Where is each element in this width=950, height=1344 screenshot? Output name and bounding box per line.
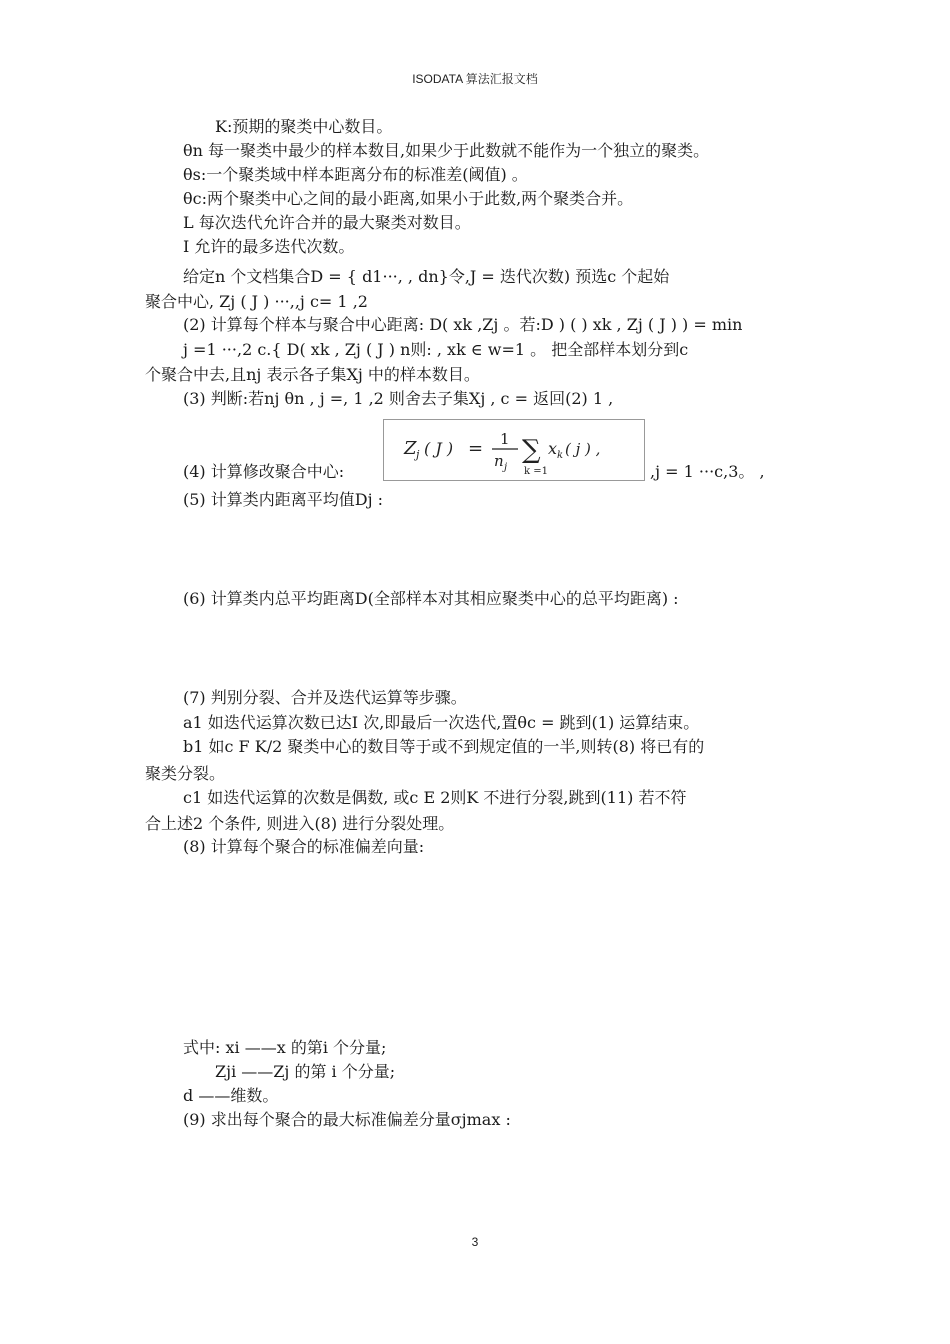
step-2-line-1: (2) 计算每个样本与聚合中心距离: D( xk ,Zj 。若:D ) ( ) xk , Zj ( J ) ) = min — [183, 315, 743, 334]
step-6: (6) 计算类内总平均距离D(全部样本对其相应聚类中心的总平均距离) : — [183, 589, 679, 608]
step-9: (9) 求出每个聚合的最大标准偏差分量σjmax : — [183, 1110, 511, 1129]
formula-x-sub: k — [557, 450, 564, 461]
formula-equals: = — [468, 438, 484, 459]
step-2-line-3: 个聚合中去,且nj 表示各子集Xj 中的样本数目。 — [145, 365, 480, 384]
step-7-b1-line-1: b1 如c F K/2 聚类中心的数目等于或不到规定值的一半,则转(8) 将已有的 — [183, 737, 705, 756]
sum-lower-limit: k =1 — [524, 466, 548, 477]
param-l: L 每次迭代允许合并的最大聚类对数目。 — [183, 213, 471, 232]
formula-denominator: n — [494, 452, 504, 470]
formula-numerator: 1 — [500, 430, 510, 448]
where-zji: Zji ——Zj 的第 i 个分量; — [215, 1062, 396, 1081]
step-4: (4) 计算修改聚合中心: — [183, 462, 345, 481]
step-7-a1: a1 如迭代运算次数已达I 次,即最后一次迭代,置θc = 跳到(1) 运算结束。 — [183, 713, 700, 732]
formula-den-sub: j — [504, 462, 508, 473]
page-number: 3 — [471, 1235, 479, 1249]
param-i: I 允许的最多迭代次数。 — [183, 237, 355, 256]
step-7-b1-line-2: 聚类分裂。 — [145, 764, 226, 783]
center-update-formula — [383, 419, 645, 481]
param-k: K:预期的聚类中心数目。 — [215, 117, 393, 136]
param-theta-n: θn 每一聚类中最少的样本数目,如果少于此数就不能作为一个独立的聚类。 — [183, 141, 710, 160]
formula-svg — [384, 420, 644, 480]
formula-x-arg: ( j ) , — [565, 440, 601, 458]
param-theta-s: θs:一个聚类域中样本距离分布的标准差(阈值) 。 — [183, 165, 528, 184]
step-3: (3) 判断:若nj θn , j =, 1 ,2 则舍去子集Xj , c = 返回(2) 1 , — [183, 389, 614, 408]
step-1-line-1: 给定n 个文档集合D = { d1···, , dn}令,J = 迭代次数) 预选c 个起始 — [183, 267, 670, 286]
formula-x: x — [548, 439, 558, 458]
param-theta-c: θc:两个聚类中心之间的最小距离,如果小于此数,两个聚类合并。 — [183, 189, 634, 208]
formula-lhs-sub: j — [416, 448, 420, 461]
where-xi: 式中: xi ——x 的第i 个分量; — [183, 1038, 387, 1057]
formula-lhs: Z — [404, 438, 417, 459]
step-7-c1-line-2: 合上述2 个条件, 则进入(8) 进行分裂处理。 — [145, 814, 455, 833]
step-5: (5) 计算类内距离平均值Dj : — [183, 490, 384, 509]
step-7-c1-line-1: c1 如迭代运算的次数是偶数, 或c E 2则K 不进行分裂,跳到(11) 若不符 — [183, 788, 687, 807]
formula-lhs-arg: ( J ) — [424, 439, 454, 458]
where-d: d ——维数。 — [183, 1086, 279, 1105]
step-1-line-2: 聚合中心, Zj ( J ) ···,,j c= 1 ,2 — [145, 292, 368, 311]
sum-symbol: ∑ — [522, 435, 541, 465]
page-header: ISODATA 算法汇报文档 — [412, 72, 538, 86]
step-4-tail: ,j = 1 ···c,3。 , — [650, 462, 765, 481]
step-2-line-2: j =1 ···,2 c.{ D( xk , Zj ( J ) n则: , xk ∈ w=1 。 把全部样本划分到c — [183, 340, 689, 359]
step-7: (7) 判别分裂、合并及迭代运算等步骤。 — [183, 688, 467, 707]
step-8: (8) 计算每个聚合的标准偏差向量: — [183, 837, 425, 856]
